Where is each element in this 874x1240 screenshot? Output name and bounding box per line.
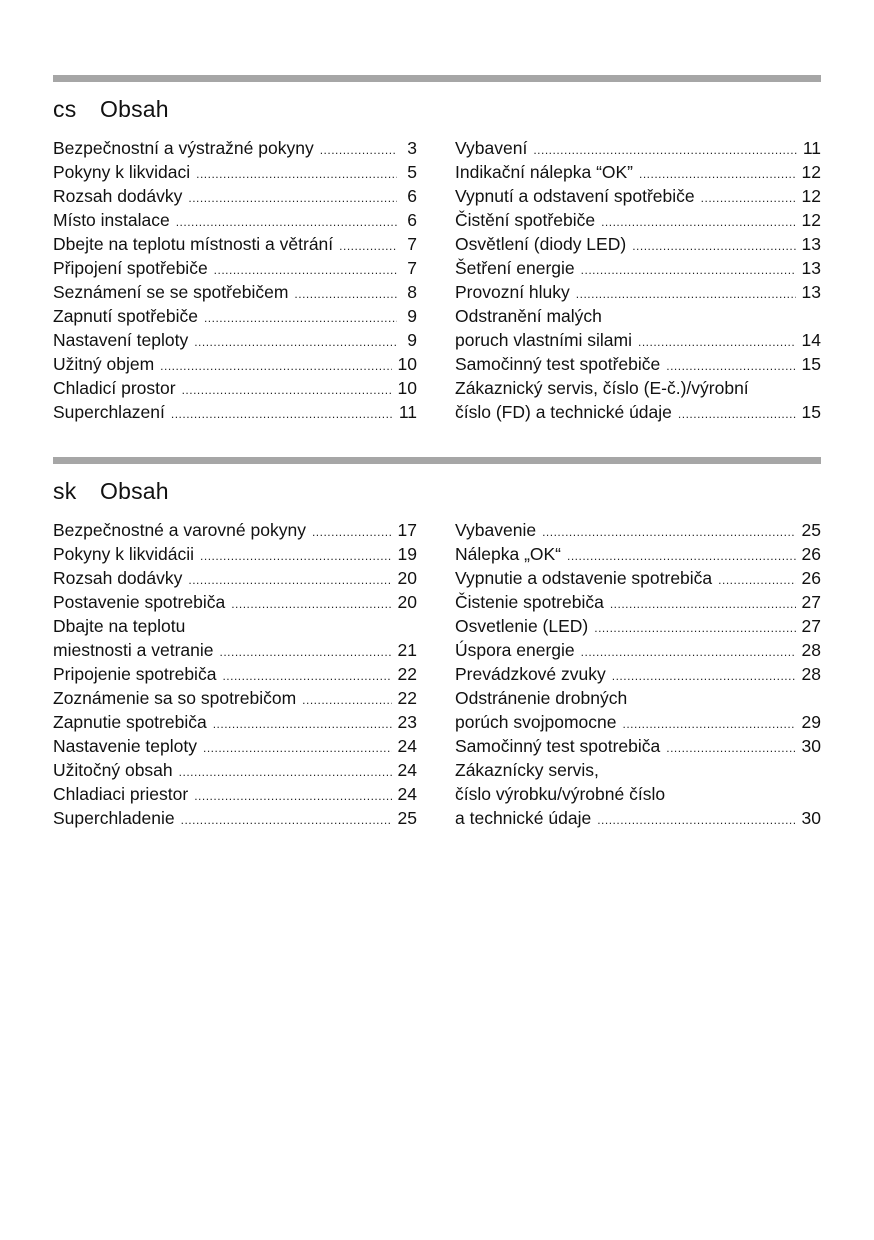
toc-entry-title: Pripojenie spotrebiča	[53, 664, 217, 684]
dot-leader	[542, 520, 795, 544]
section-rule	[53, 457, 821, 464]
toc-entry-page-number: 10	[397, 354, 417, 374]
section-rule	[53, 75, 821, 82]
toc-entry-title: Chladiaci priestor	[53, 784, 189, 804]
toc-entry-title: Samočinný test spotrebiča	[455, 736, 661, 756]
toc-entry-title-line: Odstránenie drobných	[455, 688, 628, 708]
toc-entry-page-number: 15	[801, 402, 821, 422]
toc-entry-page-number: 11	[398, 402, 417, 422]
toc-entry-page-number: 21	[397, 640, 417, 660]
toc-entry-title: Vypnutie a odstavenie spotrebiča	[455, 568, 713, 588]
dot-leader	[666, 354, 795, 378]
toc-entry-page-number: 12	[801, 210, 821, 230]
toc-entry[interactable]	[455, 614, 821, 638]
dot-leader	[638, 330, 796, 354]
toc-entry-title: Úspora energie	[455, 640, 575, 660]
toc-entry-page-number: 11	[802, 138, 821, 158]
toc-entry-page-number: 26	[801, 568, 821, 588]
toc-entry[interactable]	[455, 518, 821, 542]
toc-entry-title: porúch svojpomocne	[455, 712, 617, 732]
toc-entry-page-number: 24	[397, 784, 417, 804]
toc-entry-title: Superchladenie	[53, 808, 175, 828]
toc-entry-title: Pokyny k likvidácii	[53, 544, 195, 564]
toc-entry-title: Čistění spotřebiče	[455, 210, 596, 230]
dot-leader	[533, 138, 797, 162]
toc-entry-page-number: 20	[397, 568, 417, 588]
toc-entry-title: Vybavení	[455, 138, 528, 158]
toc-entry-page-number: 25	[397, 808, 417, 828]
dot-leader	[639, 162, 796, 186]
toc-entry-title: Samočinný test spotřebiče	[455, 354, 661, 374]
dot-leader	[701, 186, 796, 210]
toc-entry-title: Nálepka „OK“	[455, 544, 562, 564]
toc-entry-page-number: 9	[407, 306, 417, 326]
toc-entry-title: Seznámení se se spotřebičem	[53, 282, 289, 302]
toc-entry[interactable]	[53, 352, 417, 376]
toc-entry-page-number: 26	[801, 544, 821, 564]
toc-entry-page-number: 17	[397, 520, 417, 540]
toc-column-left	[53, 136, 417, 424]
toc-entry[interactable]	[455, 686, 821, 734]
toc-entry[interactable]	[53, 280, 417, 304]
dot-leader	[312, 520, 392, 544]
toc-entry-page-number: 13	[801, 282, 821, 302]
toc-entry-page-number: 12	[801, 162, 821, 182]
dot-leader	[194, 784, 391, 808]
dot-leader	[666, 736, 795, 760]
toc-entry-title: Rozsah dodávky	[53, 186, 183, 206]
toc-entry[interactable]	[455, 566, 821, 590]
dot-leader	[576, 282, 796, 306]
toc-entry[interactable]	[53, 184, 417, 208]
toc-entry-title: Místo instalace	[53, 210, 170, 230]
dot-leader	[203, 736, 392, 760]
toc-entry-page-number: 7	[407, 234, 417, 254]
toc-entry-title: Čistenie spotrebiča	[455, 592, 604, 612]
toc-column-left	[53, 518, 417, 830]
dot-leader	[302, 688, 391, 712]
toc-entry[interactable]	[53, 376, 417, 400]
language-code: cs	[53, 96, 77, 122]
toc-entry[interactable]	[455, 160, 821, 184]
toc-entry[interactable]	[455, 136, 821, 160]
toc-entry[interactable]	[53, 542, 417, 566]
toc-entry[interactable]	[455, 376, 821, 424]
toc-entry-page-number: 7	[407, 258, 417, 278]
dot-leader	[622, 712, 795, 736]
dot-leader	[294, 282, 397, 306]
toc-entry-title: Postavenie spotrebiča	[53, 592, 226, 612]
toc-entry-page-number: 25	[801, 520, 821, 540]
toc-entry[interactable]	[53, 734, 417, 758]
toc-entry[interactable]	[53, 400, 417, 424]
toc-entry-title: Pokyny k likvidaci	[53, 162, 191, 182]
toc-entry-title: Dbejte na teplotu místnosti a větrání	[53, 234, 334, 254]
toc-entry[interactable]	[53, 160, 417, 184]
toc-entry-title-line: Zákaznícky servis,	[455, 760, 599, 780]
toc-entry[interactable]	[455, 304, 821, 352]
toc-entry-title: Připojení spotřebiče	[53, 258, 208, 278]
toc-entry[interactable]	[53, 518, 417, 542]
toc-entry-title: číslo (FD) a technické údaje	[455, 402, 672, 422]
dot-leader	[320, 138, 397, 162]
dot-leader	[678, 402, 796, 426]
toc-entry-page-number: 27	[801, 616, 821, 636]
dot-leader	[213, 712, 392, 736]
toc-entry-page-number: 24	[397, 760, 417, 780]
toc-entry-page-number: 30	[801, 808, 821, 828]
dot-leader	[194, 330, 397, 354]
toc-entry[interactable]	[455, 758, 821, 830]
dot-leader	[339, 234, 397, 258]
toc-entry-title: Superchlazení	[53, 402, 165, 422]
toc-entry-title: Bezpečnostní a výstražné pokyny	[53, 138, 314, 158]
toc-entry-page-number: 14	[801, 330, 821, 350]
toc-entry[interactable]	[53, 328, 417, 352]
dot-leader	[231, 592, 391, 616]
toc-entry-page-number: 19	[397, 544, 417, 564]
dot-leader	[612, 664, 796, 688]
toc-entry-page-number: 6	[407, 186, 417, 206]
toc-entry[interactable]	[53, 566, 417, 590]
toc-entry-page-number: 30	[801, 736, 821, 756]
toc-entry-title: Bezpečnostné a varovné pokyny	[53, 520, 306, 540]
toc-entry-title: Osvetlenie (LED)	[455, 616, 589, 636]
toc-entry-page-number: 28	[801, 640, 821, 660]
dot-leader	[718, 568, 795, 592]
toc-entry-title: Užitný objem	[53, 354, 155, 374]
toc-entry-page-number: 27	[801, 592, 821, 612]
toc-entry[interactable]	[455, 662, 821, 686]
toc-entry[interactable]	[53, 782, 417, 806]
toc-section-sk	[53, 457, 821, 828]
toc-entry-title-line: číslo výrobku/výrobné číslo	[455, 784, 666, 804]
toc-entry-title-line: Dbajte na teplotu	[53, 616, 186, 636]
toc-entry[interactable]	[455, 734, 821, 758]
dot-leader	[160, 354, 391, 378]
toc-entry-title: Zapnutí spotřebiče	[53, 306, 198, 326]
toc-entry-title: Nastavenie teploty	[53, 736, 197, 756]
toc-entry[interactable]	[455, 280, 821, 304]
toc-entry[interactable]	[53, 590, 417, 614]
dot-leader	[188, 568, 391, 592]
dot-leader	[594, 616, 795, 640]
toc-entry-page-number: 3	[407, 138, 417, 158]
section-heading	[53, 93, 821, 125]
toc-entry-page-number: 15	[801, 354, 821, 374]
toc-entry-title: Provozní hluky	[455, 282, 570, 302]
toc-column-right	[455, 136, 821, 424]
toc-entry[interactable]	[53, 758, 417, 782]
toc-entry-page-number: 5	[407, 162, 417, 182]
toc-entry-title: Indikační nálepka “OK”	[455, 162, 634, 182]
toc-entry-page-number: 9	[407, 330, 417, 350]
toc-entry-title-line: Zákaznický servis, číslo (E-č.)/výrobní	[455, 378, 749, 398]
toc-entry-page-number: 13	[801, 258, 821, 278]
language-code: sk	[53, 478, 77, 504]
toc-entry[interactable]	[53, 256, 417, 280]
toc-entry-page-number: 8	[407, 282, 417, 302]
dot-leader	[171, 402, 393, 426]
dot-leader	[222, 664, 391, 688]
toc-entry[interactable]	[455, 232, 821, 256]
toc-entry[interactable]	[455, 590, 821, 614]
toc-entry[interactable]	[53, 304, 417, 328]
toc-entry[interactable]	[53, 686, 417, 710]
toc-entry-page-number: 23	[397, 712, 417, 732]
toc-entry-title: Prevádzkové zvuky	[455, 664, 606, 684]
toc-entry-title-line: Odstranění malých	[455, 306, 602, 326]
dot-leader	[188, 186, 397, 210]
toc-entry-page-number: 20	[397, 592, 417, 612]
toc-entry[interactable]	[455, 184, 821, 208]
dot-leader	[632, 234, 795, 258]
toc-entry[interactable]	[53, 208, 417, 232]
toc-entry[interactable]	[53, 136, 417, 160]
toc-entry-title: Zapnutie spotrebiča	[53, 712, 207, 732]
toc-entry[interactable]	[53, 662, 417, 686]
dot-leader	[196, 162, 397, 186]
toc-entry-page-number: 22	[397, 664, 417, 684]
dot-leader	[179, 760, 392, 784]
dot-leader	[601, 210, 795, 234]
toc-entry-page-number: 22	[397, 688, 417, 708]
toc-entry-title: Šetření energie	[455, 258, 575, 278]
dot-leader	[597, 808, 795, 832]
toc-entry[interactable]	[455, 352, 821, 376]
toc-entry-title: Osvětlení (diody LED)	[455, 234, 627, 254]
toc-entry-page-number: 24	[397, 736, 417, 756]
toc-entry-page-number: 13	[801, 234, 821, 254]
toc-entry-title: miestnosti a vetranie	[53, 640, 214, 660]
toc-entry-page-number: 10	[397, 378, 417, 398]
toc-entry[interactable]	[53, 614, 417, 662]
dot-leader	[567, 544, 796, 568]
dot-leader	[181, 808, 392, 832]
toc-entry[interactable]	[455, 638, 821, 662]
toc-entry-title: Zoznámenie sa so spotrebičom	[53, 688, 297, 708]
toc-entry[interactable]	[53, 710, 417, 734]
dot-leader	[610, 592, 796, 616]
section-heading	[53, 475, 821, 507]
toc-entry-title: Nastavení teploty	[53, 330, 189, 350]
dot-leader	[220, 640, 392, 664]
toc-entry-title: Chladicí prostor	[53, 378, 176, 398]
toc-entry-page-number: 6	[407, 210, 417, 230]
toc-entry[interactable]	[53, 806, 417, 830]
dot-leader	[214, 258, 397, 282]
dot-leader	[581, 640, 796, 664]
toc-column-right	[455, 518, 821, 830]
toc-entry-title: Vypnutí a odstavení spotřebiče	[455, 186, 695, 206]
dot-leader	[200, 544, 392, 568]
toc-entry[interactable]	[455, 256, 821, 280]
dot-leader	[176, 210, 397, 234]
toc-entry-page-number: 28	[801, 664, 821, 684]
dot-leader	[182, 378, 392, 402]
dot-leader	[204, 306, 397, 330]
toc-section-cs	[53, 75, 821, 422]
section-title: Obsah	[100, 96, 169, 122]
dot-leader	[581, 258, 796, 282]
toc-entry[interactable]	[53, 232, 417, 256]
toc-entry[interactable]	[455, 208, 821, 232]
toc-entry-title: Rozsah dodávky	[53, 568, 183, 588]
section-title: Obsah	[100, 478, 169, 504]
toc-entry-title: Užitočný obsah	[53, 760, 173, 780]
toc-entry-title: poruch vlastními silami	[455, 330, 632, 350]
toc-entry-page-number: 12	[801, 186, 821, 206]
toc-entry-page-number: 29	[801, 712, 821, 732]
toc-entry-title: a technické údaje	[455, 808, 592, 828]
toc-entry[interactable]	[455, 542, 821, 566]
toc-entry-title: Vybavenie	[455, 520, 537, 540]
